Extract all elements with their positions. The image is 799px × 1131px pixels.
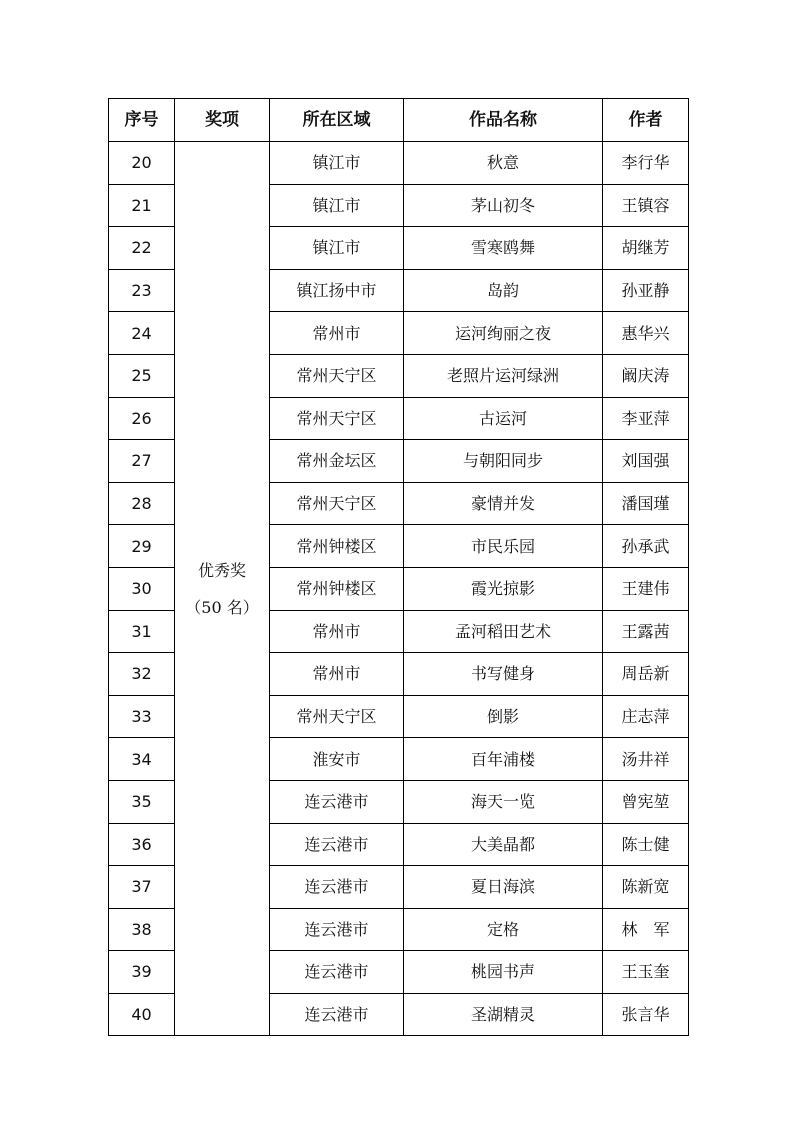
seq-cell: 33 (109, 695, 175, 738)
seq-cell: 24 (109, 312, 175, 355)
seq-cell: 21 (109, 184, 175, 227)
title-cell: 大美晶都 (404, 823, 603, 866)
title-cell: 孟河稻田艺术 (404, 610, 603, 653)
title-cell: 百年浦楼 (404, 738, 603, 781)
seq-cell: 22 (109, 227, 175, 270)
author-cell: 王露茜 (603, 610, 689, 653)
region-cell: 常州天宁区 (270, 354, 404, 397)
region-cell: 常州市 (270, 653, 404, 696)
region-cell: 常州金坛区 (270, 440, 404, 483)
author-cell: 孙承武 (603, 525, 689, 568)
title-cell: 书写健身 (404, 653, 603, 696)
award-count: （50 名） (185, 597, 259, 617)
award-name: 优秀奖 (197, 560, 246, 580)
region-cell: 常州市 (270, 610, 404, 653)
author-cell: 胡继芳 (603, 227, 689, 270)
region-cell: 连云港市 (270, 866, 404, 909)
title-cell: 古运河 (404, 397, 603, 440)
title-cell: 茅山初冬 (404, 184, 603, 227)
region-cell: 连云港市 (270, 780, 404, 823)
seq-cell: 34 (109, 738, 175, 781)
seq-cell: 29 (109, 525, 175, 568)
region-cell: 镇江扬中市 (270, 269, 404, 312)
header-author: 作者 (603, 99, 689, 142)
title-cell: 定格 (404, 908, 603, 951)
title-cell: 雪寒鸥舞 (404, 227, 603, 270)
seq-cell: 30 (109, 567, 175, 610)
region-cell: 常州天宁区 (270, 482, 404, 525)
seq-cell: 25 (109, 354, 175, 397)
author-cell: 王玉奎 (603, 951, 689, 994)
title-cell: 夏日海滨 (404, 866, 603, 909)
author-cell: 孙亚静 (603, 269, 689, 312)
region-cell: 淮安市 (270, 738, 404, 781)
seq-cell: 35 (109, 780, 175, 823)
region-cell: 常州天宁区 (270, 397, 404, 440)
region-cell: 连云港市 (270, 951, 404, 994)
author-cell: 惠华兴 (603, 312, 689, 355)
title-cell: 运河绚丽之夜 (404, 312, 603, 355)
title-cell: 豪情并发 (404, 482, 603, 525)
author-cell: 曾宪堃 (603, 780, 689, 823)
title-cell: 圣湖精灵 (404, 993, 603, 1036)
seq-cell: 37 (109, 866, 175, 909)
title-cell: 老照片运河绿洲 (404, 354, 603, 397)
header-title: 作品名称 (404, 99, 603, 142)
region-cell: 连云港市 (270, 993, 404, 1036)
seq-cell: 23 (109, 269, 175, 312)
author-cell: 陈新宽 (603, 866, 689, 909)
title-cell: 秋意 (404, 142, 603, 185)
header-award: 奖项 (175, 99, 270, 142)
region-cell: 常州天宁区 (270, 695, 404, 738)
seq-cell: 28 (109, 482, 175, 525)
author-cell: 李行华 (603, 142, 689, 185)
region-cell: 常州市 (270, 312, 404, 355)
table-body (109, 142, 689, 1036)
title-cell: 市民乐园 (404, 525, 603, 568)
title-cell: 桃园书声 (404, 951, 603, 994)
region-cell: 镇江市 (270, 184, 404, 227)
title-cell: 倒影 (404, 695, 603, 738)
author-cell: 潘国瑾 (603, 482, 689, 525)
seq-cell: 31 (109, 610, 175, 653)
region-cell: 连云港市 (270, 908, 404, 951)
seq-cell: 20 (109, 142, 175, 185)
seq-cell: 27 (109, 440, 175, 483)
author-cell: 周岳新 (603, 653, 689, 696)
author-cell: 刘国强 (603, 440, 689, 483)
header-region: 所在区域 (270, 99, 404, 142)
title-cell: 与朝阳同步 (404, 440, 603, 483)
title-cell: 霞光掠影 (404, 567, 603, 610)
table-row (109, 142, 689, 185)
seq-cell: 32 (109, 653, 175, 696)
seq-cell: 36 (109, 823, 175, 866)
author-cell: 庄志萍 (603, 695, 689, 738)
award-cell (175, 142, 270, 1036)
author-cell: 王建伟 (603, 567, 689, 610)
author-cell: 汤井祥 (603, 738, 689, 781)
region-cell: 镇江市 (270, 227, 404, 270)
title-cell: 岛韵 (404, 269, 603, 312)
author-cell: 阚庆涛 (603, 354, 689, 397)
author-cell: 王镇容 (603, 184, 689, 227)
author-cell: 张言华 (603, 993, 689, 1036)
region-cell: 常州钟楼区 (270, 567, 404, 610)
header-row (109, 99, 689, 142)
seq-cell: 38 (109, 908, 175, 951)
region-cell: 连云港市 (270, 823, 404, 866)
author-cell: 林 军 (603, 908, 689, 951)
seq-cell: 39 (109, 951, 175, 994)
header-seq: 序号 (109, 99, 175, 142)
awards-table (108, 98, 689, 1036)
author-cell: 陈士健 (603, 823, 689, 866)
seq-cell: 26 (109, 397, 175, 440)
seq-cell: 40 (109, 993, 175, 1036)
region-cell: 镇江市 (270, 142, 404, 185)
title-cell: 海天一览 (404, 780, 603, 823)
author-cell: 李亚萍 (603, 397, 689, 440)
region-cell: 常州钟楼区 (270, 525, 404, 568)
